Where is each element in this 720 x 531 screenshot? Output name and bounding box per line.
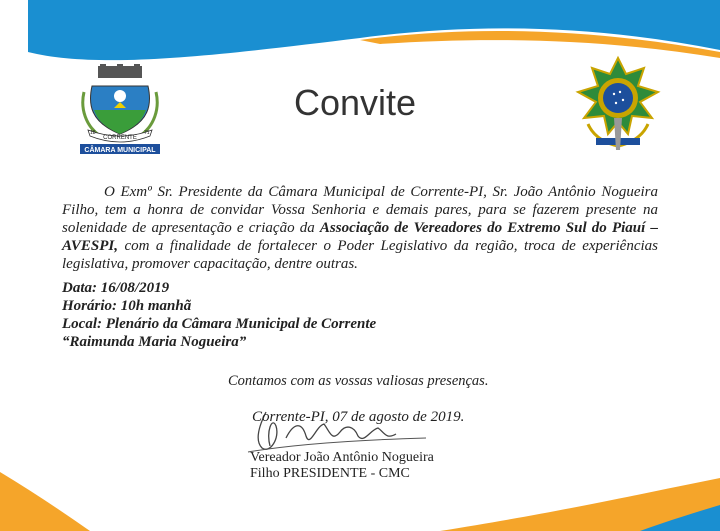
signer-title: Filho PRESIDENTE - CMC (250, 466, 410, 481)
page-title: Convite (293, 82, 417, 123)
bottom-orange-wave-left (0, 472, 90, 531)
place-and-date: Corrente-PI, 07 de agosto de 2019. (252, 409, 465, 425)
crest-ribbon-text: CORRENTE (103, 135, 137, 141)
event-venue: “Raimunda Maria Nogueira” (62, 334, 247, 350)
paragraph-text: O Exmº Sr. Presidente da Câmara Municipal de Corrente-PI, Sr. João Antônio Nogueira Filho, tem a honra de convidar Vossa Senhoria e demais pares, para se fazerem presente na solenidade de apresentação e criação da (62, 184, 658, 236)
paragraph-text-end: com a finalidade de fortalecer o Poder Legislativo da região, troca de experiências legislativa, promover capacitação, dentre outras. (62, 238, 658, 272)
association-name: Associação de Vereadores do Extremo Sul do Piauí – AVESPI, (62, 220, 658, 254)
event-date: Data: 16/08/2019 (62, 280, 170, 296)
signer-name: Vereador João Antônio Nogueira (250, 450, 434, 465)
event-details (62, 279, 662, 351)
signer-block (250, 450, 434, 482)
closing-line: Contamos com as vossas valiosas presenças. (228, 373, 489, 389)
top-blue-wave (28, 0, 720, 60)
crest-caption: CÂMARA MUNICIPAL (84, 147, 156, 154)
municipal-coat-of-arms-icon (78, 64, 162, 154)
event-time: Horário: 10h manhã (62, 298, 192, 314)
event-location: Local: Plenário da Câmara Municipal de Corrente (62, 316, 377, 332)
crest-year-left: 18 (90, 130, 96, 136)
brazil-coat-of-arms-icon (570, 54, 666, 154)
crest-year-right: 71 (144, 130, 150, 136)
invitation-paragraph (62, 183, 658, 273)
